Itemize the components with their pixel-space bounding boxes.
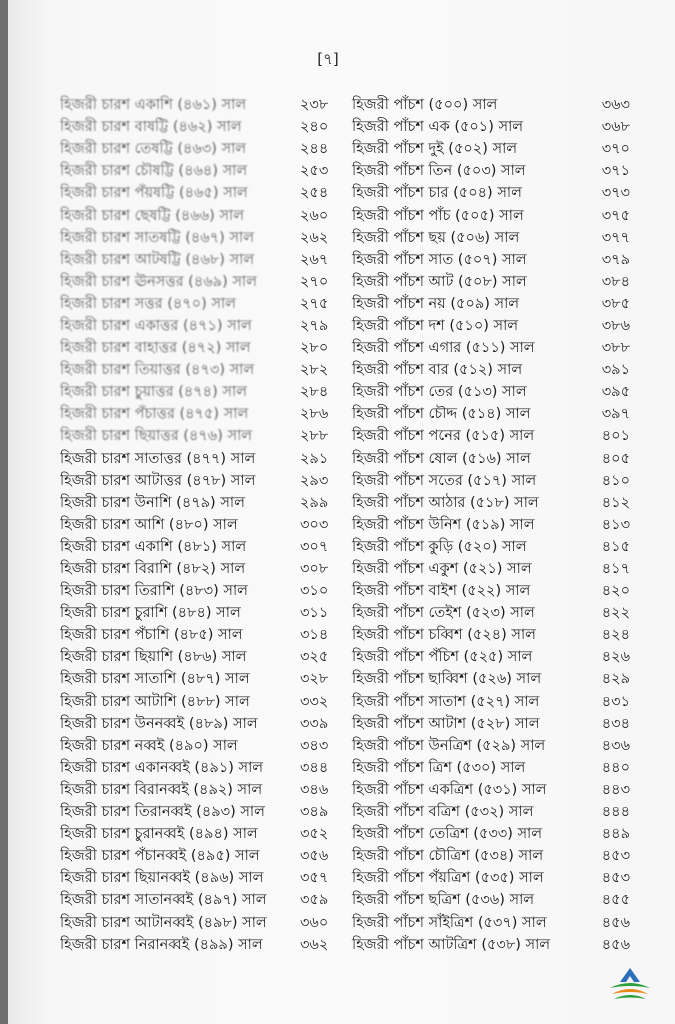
toc-entry (60, 714, 350, 736)
toc-entry-title: হিজরী চারশ তেষট্টি (৪৬৩) সাল (60, 141, 247, 158)
toc-entry-title: হিজরী পাঁচশ আট (৫০৮) সাল (352, 273, 527, 290)
toc-entry (60, 647, 350, 669)
toc-entry-title: হিজরী চারশ পঁচাশি (৪৮৫) সাল (60, 627, 243, 644)
toc-entry-page: ২৬০ (300, 207, 329, 224)
toc-entry-title: হিজরী চারশ আটষট্টি (৪৬৮) সাল (60, 251, 255, 268)
toc-entry (350, 935, 630, 957)
toc-entry-title: হিজরী পাঁচশ তের (৫১৩) সাল (352, 384, 527, 401)
toc-entry-title: হিজরী পাঁচশ নয় (৫০৯) সাল (352, 295, 520, 312)
toc-right-column (350, 95, 630, 975)
toc-entry-page: ৩১৪ (300, 627, 329, 644)
toc-entry-title: হিজরী পাঁচশ ছত্রিশ (৫৩৬) সাল (352, 892, 535, 909)
toc-entry-page: ৩৮৫ (601, 295, 630, 312)
toc-entry (60, 228, 350, 250)
toc-entry (60, 802, 350, 824)
toc-entry (350, 758, 630, 780)
toc-entry-page: ৪৩১ (601, 693, 630, 710)
toc-entry (350, 426, 630, 448)
toc-entry-title: হিজরী চারশ সাতষট্টি (৪৬৭) সাল (60, 229, 255, 246)
toc-entry (350, 493, 630, 515)
toc-entry-page: ৩০৮ (300, 561, 329, 578)
toc-entry (60, 338, 350, 360)
toc-entry-title: হিজরী পাঁচশ ত্রিশ (৫৩০) সাল (352, 759, 526, 776)
toc-entry-title: হিজরী পাঁচশ চৌত্রিশ (৫৩৪) সাল (352, 848, 544, 865)
toc-entry (60, 183, 350, 205)
toc-entry-page: ৪৪৩ (601, 781, 630, 798)
toc-entry-page: ২৫৩ (300, 163, 329, 180)
toc-entry-title: হিজরী চারশ ছেষট্টি (৪৬৬) সাল (60, 207, 245, 224)
toc-entry-page: ২৯১ (300, 450, 329, 467)
toc-entry-title: হিজরী চারশ সত্তর (৪৭০) সাল (60, 295, 236, 312)
toc-entry-page: ২৭৫ (300, 295, 329, 312)
toc-entry-title: হিজরী চারশ উননব্বই (৪৮৯) সাল (60, 715, 258, 732)
toc-entry-page: ২৯৯ (300, 494, 329, 511)
toc-entry (60, 736, 350, 758)
toc-entry-page: ২৭০ (300, 273, 329, 290)
toc-entry (60, 515, 350, 537)
toc-entry-page: ২৯৩ (300, 472, 329, 489)
toc-entry-title: হিজরী পাঁচশ পঁচিশ (৫২৫) সাল (352, 649, 533, 666)
toc-entry (60, 95, 350, 117)
toc-entry-title: হিজরী পাঁচশ (৫০০) সাল (352, 97, 498, 114)
toc-entry-page: ৩৯৫ (601, 384, 630, 401)
toc-entry-title: হিজরী চারশ ঊনসত্তর (৪৬৯) সাল (60, 273, 257, 290)
toc-entry-page: ৩৬৮ (601, 119, 630, 136)
toc-entry-page: ২৬৭ (300, 251, 329, 268)
toc-entry-page: ৪৪০ (601, 759, 630, 776)
toc-entry-page: ৩১০ (300, 583, 329, 600)
toc-entry-title: হিজরী পাঁচশ চব্বিশ (৫২৪) সাল (352, 627, 536, 644)
toc-entry-title: হিজরী পাঁচশ একুশ (৫২১) সাল (352, 561, 532, 578)
toc-entry-title: হিজরী পাঁচশ আটত্রিশ (৫৩৮) সাল (352, 936, 551, 953)
toc-entry (350, 205, 630, 227)
toc-entry-title: হিজরী পাঁচশ এক (৫০১) সাল (352, 119, 524, 136)
toc-entry-title: হিজরী চারশ তিয়াত্তর (৪৭৩) সাল (60, 362, 255, 379)
toc-entry (350, 537, 630, 559)
toc-entry-page: ৩৬৩ (601, 97, 630, 114)
toc-entry-title: হিজরী পাঁচশ সাত (৫০৭) সাল (352, 251, 527, 268)
toc-entry (60, 780, 350, 802)
toc-entry-page: ২৫৪ (300, 185, 329, 202)
toc-entry (350, 404, 630, 426)
toc-entry (60, 272, 350, 294)
toc-entry-title: হিজরী চারশ চুয়াত্তর (৪৭৪) সাল (60, 384, 247, 401)
toc-entry-page: ৩৯১ (601, 362, 630, 379)
toc-entry (60, 581, 350, 603)
toc-entry (60, 537, 350, 559)
toc-entry-title: হিজরী চারশ চুরাশি (৪৮৪) সাল (60, 605, 241, 622)
toc-entry-title: হিজরী চারশ পঁয়ষট্টি (৪৬৫) সাল (60, 185, 248, 202)
toc-entry (350, 736, 630, 758)
toc-entry (350, 802, 630, 824)
toc-entry-title: হিজরী চারশ আটানব্বই (৪৯৮) সাল (60, 914, 267, 931)
toc-entry-page: ৪৫৩ (601, 848, 630, 865)
toc-entry (350, 382, 630, 404)
toc-entry-page: ৩০৭ (300, 538, 329, 555)
toc-entry-page: ৪৪৯ (601, 826, 630, 843)
toc-entry (60, 117, 350, 139)
toc-entry-page: ৩৬০ (300, 914, 329, 931)
toc-entry-title: হিজরী চারশ নিরানব্বই (৪৯৯) সাল (60, 936, 263, 953)
toc-entry-title: হিজরী চারশ তিরাশি (৪৮৩) সাল (60, 583, 248, 600)
toc-entry-title: হিজরী পাঁচশ পাঁচ (৫০৫) সাল (352, 207, 524, 224)
toc-entry-page: ৩৪৬ (300, 781, 329, 798)
toc-entry (350, 338, 630, 360)
toc-entry-title: হিজরী পাঁচশ দশ (৫১০) সাল (352, 317, 519, 334)
toc-entry-title: হিজরী চারশ পঁচানব্বই (৪৯৫) সাল (60, 848, 260, 865)
table-of-contents (60, 95, 630, 975)
toc-entry-page: ৪২০ (601, 583, 630, 600)
toc-entry (60, 250, 350, 272)
toc-entry-page: ৪২৯ (601, 671, 630, 688)
toc-entry (350, 228, 630, 250)
toc-entry (350, 559, 630, 581)
toc-entry-title: হিজরী চারশ চৌষট্টি (৪৬৪) সাল (60, 163, 248, 180)
toc-entry (60, 868, 350, 890)
toc-entry-page: ৩২৫ (300, 649, 329, 666)
toc-entry (350, 625, 630, 647)
book-page (8, 0, 675, 1024)
toc-entry (350, 692, 630, 714)
toc-entry-page: ৩৩৯ (300, 715, 329, 732)
toc-entry-page: ৩৭৯ (601, 251, 630, 268)
toc-entry-page: ৩৩২ (300, 693, 329, 710)
toc-entry-page: ৪২৪ (601, 627, 630, 644)
toc-entry (60, 846, 350, 868)
toc-entry-title: হিজরী পাঁচশ কুড়ি (৫২০) সাল (352, 538, 527, 555)
toc-entry (60, 426, 350, 448)
toc-entry-title: হিজরী চারশ একানব্বই (৪৯১) সাল (60, 759, 264, 776)
toc-entry-page: ২৮৬ (300, 406, 329, 423)
toc-entry-title: হিজরী পাঁচশ উনত্রিশ (৫২৯) সাল (352, 737, 546, 754)
toc-entry-page: ৪১০ (601, 472, 630, 489)
toc-entry-page: ৪৪৪ (601, 804, 630, 821)
toc-entry-title: হিজরী চারশ আটাশি (৪৮৮) সাল (60, 693, 250, 710)
toc-entry (350, 515, 630, 537)
toc-entry-title: হিজরী চারশ সাতাত্তর (৪৭৭) সাল (60, 450, 256, 467)
toc-entry (60, 316, 350, 338)
toc-entry (350, 161, 630, 183)
toc-entry-page: ৩৫৭ (300, 870, 329, 887)
toc-left-column (60, 95, 350, 975)
toc-entry-page: ৪৫৫ (601, 892, 630, 909)
toc-entry-page: ৩৪৩ (300, 737, 329, 754)
toc-entry-title: হিজরী চারশ পঁচাত্তর (৪৭৫) সাল (60, 406, 249, 423)
toc-entry-title: হিজরী পাঁচশ বার (৫১২) সাল (352, 362, 523, 379)
toc-entry (60, 360, 350, 382)
toc-entry (350, 272, 630, 294)
toc-entry (60, 205, 350, 227)
toc-entry-page: ৩১১ (300, 605, 329, 622)
page-number: [৭] (317, 50, 339, 68)
toc-entry-page: ৪১২ (601, 494, 630, 511)
toc-entry-title: হিজরী চারশ বাহাত্তর (৪৭২) সাল (60, 340, 251, 357)
toc-entry-title: হিজরী চারশ একাত্তর (৪৭১) সাল (60, 317, 252, 334)
toc-entry-title: হিজরী পাঁচশ এগার (৫১১) সাল (352, 340, 535, 357)
toc-entry-page: ৪৩৬ (601, 737, 630, 754)
toc-entry-title: হিজরী চারশ উনাশি (৪৭৯) সাল (60, 494, 245, 511)
toc-entry-title: হিজরী চারশ চুরানব্বই (৪৯৪) সাল (60, 826, 258, 843)
toc-entry-page: ২৭৯ (300, 317, 329, 334)
toc-entry-page: ৩৭৫ (601, 207, 630, 224)
toc-entry (60, 625, 350, 647)
toc-entry-title: হিজরী পাঁচশ ষোল (৫১৬) সাল (352, 450, 531, 467)
toc-entry-page: ৩৫৬ (300, 848, 329, 865)
toc-entry (350, 890, 630, 912)
toc-entry-page: ৪৫৬ (601, 936, 630, 953)
toc-entry-title: হিজরী চারশ তিরানব্বই (৪৯৩) সাল (60, 804, 265, 821)
toc-entry-title: হিজরী পাঁচশ চার (৫০৪) সাল (352, 185, 522, 202)
toc-entry (60, 471, 350, 493)
toc-entry-title: হিজরী পাঁচশ ছাব্বিশ (৫২৬) সাল (352, 671, 542, 688)
toc-entry-title: হিজরী চারশ আশি (৪৮০) সাল (60, 516, 238, 533)
toc-entry-page: ২৮২ (300, 362, 329, 379)
toc-entry-page: ২৪৪ (300, 141, 329, 158)
toc-entry (350, 581, 630, 603)
toc-entry (350, 183, 630, 205)
toc-entry-title: হিজরী চারশ বাষট্টি (৪৬২) সাল (60, 119, 242, 136)
toc-entry (60, 493, 350, 515)
toc-entry-page: ৪১৫ (601, 538, 630, 555)
toc-entry-page: ৩৯৭ (601, 406, 630, 423)
toc-entry-title: হিজরী চারশ বিরাশি (৪৮২) সাল (60, 561, 246, 578)
toc-entry-title: হিজরী পাঁচশ সাঁইত্রিশ (৫৩৭) সাল (352, 914, 547, 931)
toc-entry-page: ২৮০ (300, 340, 329, 357)
toc-entry (350, 780, 630, 802)
toc-entry-title: হিজরী পাঁচশ দুই (৫০২) সাল (352, 141, 518, 158)
toc-entry-page: ৪০১ (601, 428, 630, 445)
toc-entry (350, 316, 630, 338)
toc-entry-page: ৩৮৮ (601, 340, 630, 357)
toc-entry-title: হিজরী চারশ আটাত্তর (৪৭৮) সাল (60, 472, 256, 489)
toc-entry (60, 890, 350, 912)
toc-entry-page: ৩৪৯ (300, 804, 329, 821)
toc-entry-page: ৪৫৬ (601, 914, 630, 931)
toc-entry-title: হিজরী পাঁচশ একত্রিশ (৫৩১) সাল (352, 781, 547, 798)
toc-entry-title: হিজরী পাঁচশ চৌদ্দ (৫১৪) সাল (352, 406, 531, 423)
toc-entry (350, 912, 630, 934)
toc-entry-title: হিজরী চারশ নব্বই (৪৯০) সাল (60, 737, 238, 754)
toc-entry (60, 912, 350, 934)
toc-entry-title: হিজরী পাঁচশ ছয় (৫০৬) সাল (352, 229, 520, 246)
toc-entry-page: ৪৩৪ (601, 715, 630, 732)
toc-entry-title: হিজরী চারশ ছিয়ানব্বই (৪৯৬) সাল (60, 870, 264, 887)
toc-entry (350, 449, 630, 471)
toc-entry-page: ৪১৭ (601, 561, 630, 578)
toc-entry (60, 692, 350, 714)
toc-entry (350, 603, 630, 625)
toc-entry-page: ৩৪৪ (300, 759, 329, 776)
toc-entry-title: হিজরী পাঁচশ বত্রিশ (৫৩২) সাল (352, 804, 534, 821)
toc-entry (60, 559, 350, 581)
toc-entry (350, 647, 630, 669)
toc-entry (350, 117, 630, 139)
toc-entry (350, 139, 630, 161)
toc-entry-title: হিজরী পাঁচশ আটাশ (৫২৮) সাল (352, 715, 540, 732)
publisher-logo-icon (606, 966, 654, 1002)
toc-entry-title: হিজরী চারশ একাশি (৪৮১) সাল (60, 538, 247, 555)
toc-entry (350, 360, 630, 382)
toc-entry (60, 758, 350, 780)
toc-entry (350, 250, 630, 272)
toc-entry (350, 95, 630, 117)
toc-entry (350, 294, 630, 316)
toc-entry-page: ২৬২ (300, 229, 329, 246)
toc-entry (60, 404, 350, 426)
toc-entry-page: ৩৭৭ (601, 229, 630, 246)
toc-entry-title: হিজরী চারশ সাতাশি (৪৮৭) সাল (60, 671, 250, 688)
toc-entry (350, 824, 630, 846)
toc-entry (60, 935, 350, 957)
toc-entry-page: ৪২২ (601, 605, 630, 622)
toc-entry-title: হিজরী চারশ বিরানব্বই (৪৯২) সাল (60, 781, 263, 798)
toc-entry (60, 669, 350, 691)
toc-entry-title: হিজরী পাঁচশ সতের (৫১৭) সাল (352, 472, 537, 489)
toc-entry-page: ৩৮৪ (601, 273, 630, 290)
toc-entry-page: ৩৫২ (300, 826, 329, 843)
toc-entry (60, 382, 350, 404)
toc-entry (350, 868, 630, 890)
toc-entry-title: হিজরী পাঁচশ তেত্রিশ (৫৩৩) সাল (352, 826, 543, 843)
toc-entry-title: হিজরী চারশ একাশি (৪৬১) সাল (60, 97, 247, 114)
toc-entry-title: হিজরী পাঁচশ তেইশ (৫২৩) সাল (352, 605, 535, 622)
toc-entry-page: ৪১৩ (601, 516, 630, 533)
toc-entry-page: ৪২৬ (601, 649, 630, 666)
toc-entry-page: ৩৮৬ (601, 317, 630, 334)
toc-entry (350, 714, 630, 736)
toc-entry (60, 294, 350, 316)
toc-entry (350, 669, 630, 691)
toc-entry (60, 139, 350, 161)
toc-entry-title: হিজরী পাঁচশ আঠার (৫১৮) সাল (352, 494, 539, 511)
toc-entry-page: ২৩৮ (300, 97, 329, 114)
toc-entry-page: ৩৭১ (601, 163, 630, 180)
toc-entry-page: ৩৭০ (601, 141, 630, 158)
toc-entry-title: হিজরী পাঁচশ উনিশ (৫১৯) সাল (352, 516, 535, 533)
toc-entry-page: ২৪০ (300, 119, 329, 136)
toc-entry-page: ২৮৮ (300, 428, 329, 445)
toc-entry (350, 471, 630, 493)
toc-entry-title: হিজরী পাঁচশ সাতাশ (৫২৭) সাল (352, 693, 540, 710)
toc-entry-page: ৩৭৩ (601, 185, 630, 202)
toc-entry (60, 603, 350, 625)
toc-entry (350, 846, 630, 868)
toc-entry-title: হিজরী পাঁচশ পঁয়ত্রিশ (৫৩৫) সাল (352, 870, 544, 887)
toc-entry-page: ৩৬২ (300, 936, 329, 953)
toc-entry-title: হিজরী পাঁচশ তিন (৫০৩) সাল (352, 163, 526, 180)
toc-entry-title: হিজরী পাঁচশ বাইশ (৫২২) সাল (352, 583, 531, 600)
toc-entry-title: হিজরী চারশ সাতানব্বই (৪৯৭) সাল (60, 892, 267, 909)
toc-entry-title: হিজরী চারশ ছিয়াত্তর (৪৭৬) সাল (60, 428, 253, 445)
toc-entry-title: হিজরী পাঁচশ পনের (৫১৫) সাল (352, 428, 535, 445)
toc-entry-page: ৪০৫ (601, 450, 630, 467)
toc-entry-title: হিজরী চারশ ছিয়াশি (৪৮৬) সাল (60, 649, 247, 666)
toc-entry-page: ৩২৮ (300, 671, 329, 688)
toc-entry-page: ৪৫৩ (601, 870, 630, 887)
toc-entry-page: ২৮৪ (300, 384, 329, 401)
toc-entry-page: ৩০৩ (300, 516, 329, 533)
toc-entry (60, 161, 350, 183)
toc-entry (60, 824, 350, 846)
toc-entry-page: ৩৫৯ (300, 892, 329, 909)
toc-entry (60, 449, 350, 471)
